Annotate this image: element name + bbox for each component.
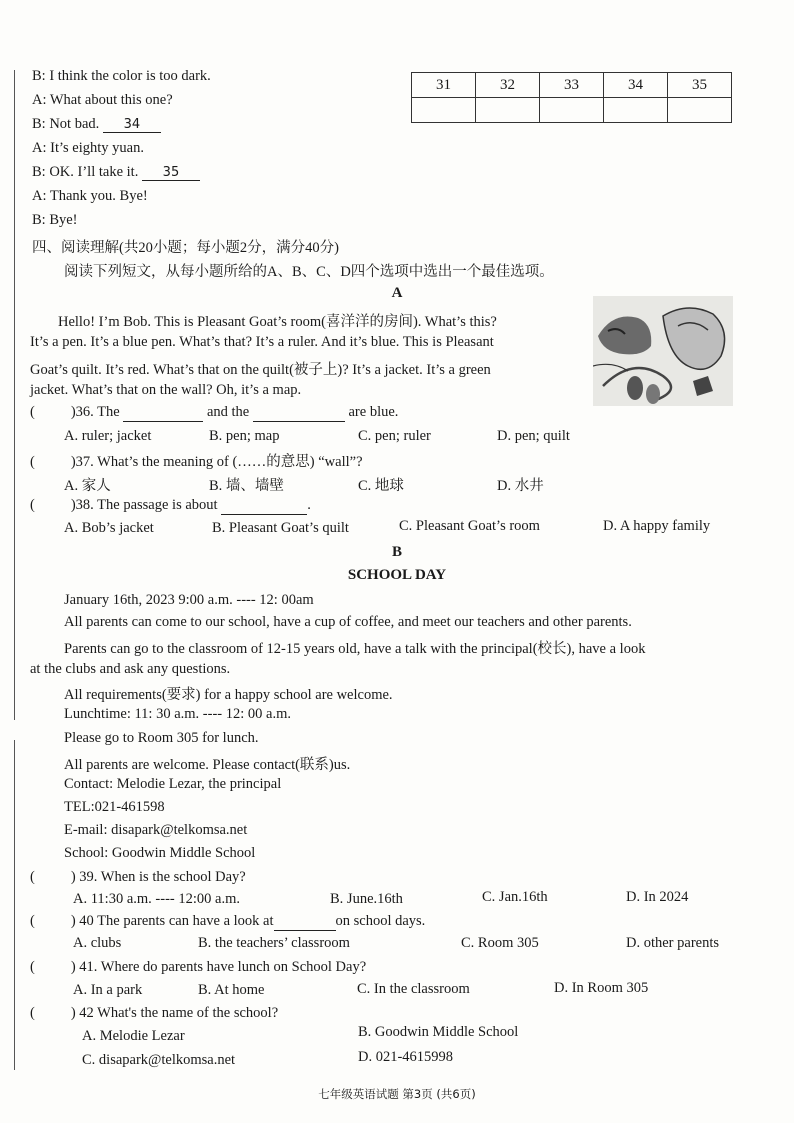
- passage-a-line: Goat’s quilt. It’s red. What’s that on the quilt(被子上)? It’s a jacket. It’s a green: [30, 362, 491, 378]
- answer-cell[interactable]: [540, 98, 604, 123]
- answer-bracket[interactable]: (: [30, 869, 35, 885]
- option-c[interactable]: C. 地球: [358, 478, 404, 494]
- option-c[interactable]: C. Room 305: [461, 935, 539, 951]
- question-blank[interactable]: [123, 404, 203, 422]
- answer-table-header: 35: [668, 73, 732, 98]
- passage-b-line: All parents are welcome. Please contact(联系)us.: [64, 757, 351, 773]
- question-36: [30, 404, 398, 422]
- question-stem: )37. What’s the meaning of (……的意思) “wall”?: [70, 454, 363, 470]
- option-d[interactable]: D. A happy family: [603, 518, 711, 534]
- option-d[interactable]: D. other parents: [626, 935, 720, 951]
- dialogue-line: B: Bye!: [32, 212, 78, 228]
- dialogue-text: B: OK. I’ll take it.: [32, 164, 139, 180]
- answer-bracket[interactable]: (: [30, 959, 35, 975]
- dialogue-line: A: It’s eighty yuan.: [32, 140, 144, 156]
- passage-b-line: All requirements(要求) for a happy school are welcome.: [64, 687, 393, 703]
- dialogue-line: [32, 164, 200, 181]
- question-stem: ) 42 What's the name of the school?: [70, 1005, 279, 1021]
- option-b[interactable]: B. June.16th: [330, 891, 403, 907]
- passage-b-line: at the clubs and ask any questions.: [30, 661, 231, 677]
- question-42: [30, 1005, 278, 1022]
- question-stem: ) 41. Where do parents have lunch on School Day?: [70, 959, 367, 975]
- question-stem: and the: [206, 404, 250, 420]
- option-a[interactable]: A. Melodie Lezar: [82, 1028, 185, 1044]
- passage-b-line: Please go to Room 305 for lunch.: [64, 730, 259, 746]
- option-a[interactable]: A. Bob’s jacket: [64, 520, 154, 536]
- passage-b-line: TEL:021-461598: [64, 799, 165, 815]
- answer-table-header: 34: [604, 73, 668, 98]
- answer-bracket[interactable]: (: [30, 404, 35, 420]
- answer-bracket[interactable]: (: [30, 497, 35, 513]
- option-b[interactable]: B. the teachers’ classroom: [198, 935, 350, 951]
- passage-b-line: Contact: Melodie Lezar, the principal: [64, 776, 282, 792]
- answer-cell[interactable]: [604, 98, 668, 123]
- question-stem: .: [307, 497, 311, 513]
- passage-b-line: E-mail: disapark@telkomsa.net: [64, 822, 248, 838]
- binding-margin-line: [14, 740, 15, 1070]
- option-d[interactable]: D. In 2024: [626, 889, 689, 905]
- dialogue-line: B: I think the color is too dark.: [32, 68, 211, 84]
- dialogue-line: A: What about this one?: [32, 92, 173, 108]
- option-d[interactable]: D. 021-4615998: [358, 1049, 454, 1065]
- answer-bracket[interactable]: (: [30, 913, 35, 929]
- answer-bracket[interactable]: (: [30, 454, 35, 470]
- passage-b-date: January 16th, 2023 9:00 a.m. ---- 12: 00am: [64, 592, 314, 608]
- answer-cell[interactable]: [412, 98, 476, 123]
- passage-a-label: A: [391, 285, 403, 301]
- answer-cell[interactable]: [476, 98, 540, 123]
- option-a[interactable]: A. clubs: [73, 935, 122, 951]
- answer-table: [411, 72, 732, 123]
- passage-b-line: School: Goodwin Middle School: [64, 845, 256, 861]
- option-c[interactable]: C. In the classroom: [357, 981, 470, 997]
- option-b[interactable]: B. Goodwin Middle School: [358, 1024, 519, 1040]
- section-heading: 四、阅读理解(共20小题；每小题2分，满分40分): [32, 240, 339, 256]
- question-stem: on school days.: [335, 913, 426, 929]
- passage-b-line: Parents can go to the classroom of 12-15 years old, have a talk with the principal(校长), have a look: [64, 641, 646, 657]
- answer-table-header: 31: [412, 73, 476, 98]
- answer-table-header: 32: [476, 73, 540, 98]
- answer-cell[interactable]: [668, 98, 732, 123]
- option-b[interactable]: B. 墙、墙壁: [209, 478, 284, 494]
- dialogue-line: [32, 116, 161, 133]
- question-stem: are blue.: [348, 404, 399, 420]
- section-instruction: 阅读下列短文，从每小题所给的A、B、C、D四个选项中选出一个最佳选项。: [64, 264, 554, 280]
- answer-blank-34[interactable]: 34: [103, 117, 161, 133]
- option-a[interactable]: A. 11:30 a.m. ---- 12:00 a.m.: [73, 891, 240, 907]
- option-c[interactable]: C. disapark@telkomsa.net: [82, 1052, 236, 1068]
- answer-table-header: 33: [540, 73, 604, 98]
- page-footer: 七年级英语试题 第3页 (共6页): [318, 1087, 476, 1101]
- passage-a-line: It’s a pen. It’s a blue pen. What’s that? It’s a ruler. And it’s blue. This is Pleasant: [30, 334, 494, 350]
- question-stem: )36. The: [70, 404, 120, 420]
- passage-b-title: SCHOOL DAY: [347, 567, 447, 583]
- question-40: [30, 913, 425, 931]
- passage-b-line: Lunchtime: 11: 30 a.m. ---- 12: 00 a.m.: [64, 706, 291, 722]
- option-b[interactable]: B. pen; map: [209, 428, 280, 444]
- dialogue-line: A: Thank you. Bye!: [32, 188, 148, 204]
- binding-margin-line: [14, 70, 15, 720]
- question-stem: ) 40 The parents can have a look at: [70, 913, 274, 929]
- question-37: [30, 450, 363, 471]
- passage-a-line: Hello! I’m Bob. This is Pleasant Goat’s room(喜洋洋的房间). What’s this?: [58, 314, 497, 330]
- option-b[interactable]: B. Pleasant Goat’s quilt: [212, 520, 349, 536]
- option-c[interactable]: C. Jan.16th: [482, 889, 548, 905]
- option-d[interactable]: D. In Room 305: [554, 980, 649, 996]
- question-41: [30, 959, 366, 976]
- option-d[interactable]: D. pen; quilt: [497, 428, 570, 444]
- option-a[interactable]: A. 家人: [64, 478, 111, 494]
- option-d[interactable]: D. 水井: [497, 478, 544, 494]
- dialogue-text: B: Not bad.: [32, 116, 100, 132]
- option-c[interactable]: C. pen; ruler: [358, 428, 431, 444]
- pleasant-goat-illustration: [593, 296, 733, 406]
- option-b[interactable]: B. At home: [198, 982, 265, 998]
- question-stem: ) 39. When is the school Day?: [70, 869, 246, 885]
- passage-b-line: All parents can come to our school, have a cup of coffee, and meet our teachers and other parents.: [64, 614, 632, 630]
- answer-bracket[interactable]: (: [30, 1005, 35, 1021]
- option-a[interactable]: A. In a park: [73, 982, 143, 998]
- question-blank[interactable]: [274, 913, 336, 931]
- option-c[interactable]: C. Pleasant Goat’s room: [399, 518, 540, 534]
- passage-b-label: B: [391, 544, 402, 560]
- question-blank[interactable]: [221, 497, 307, 515]
- passage-a-line: jacket. What’s that on the wall? Oh, it’s a map.: [30, 382, 302, 398]
- question-stem: )38. The passage is about: [70, 497, 218, 513]
- question-blank[interactable]: [253, 404, 345, 422]
- option-a[interactable]: A. ruler; jacket: [64, 428, 152, 444]
- answer-blank-35[interactable]: 35: [142, 165, 200, 181]
- question-38: [30, 497, 311, 515]
- question-39: [30, 869, 246, 886]
